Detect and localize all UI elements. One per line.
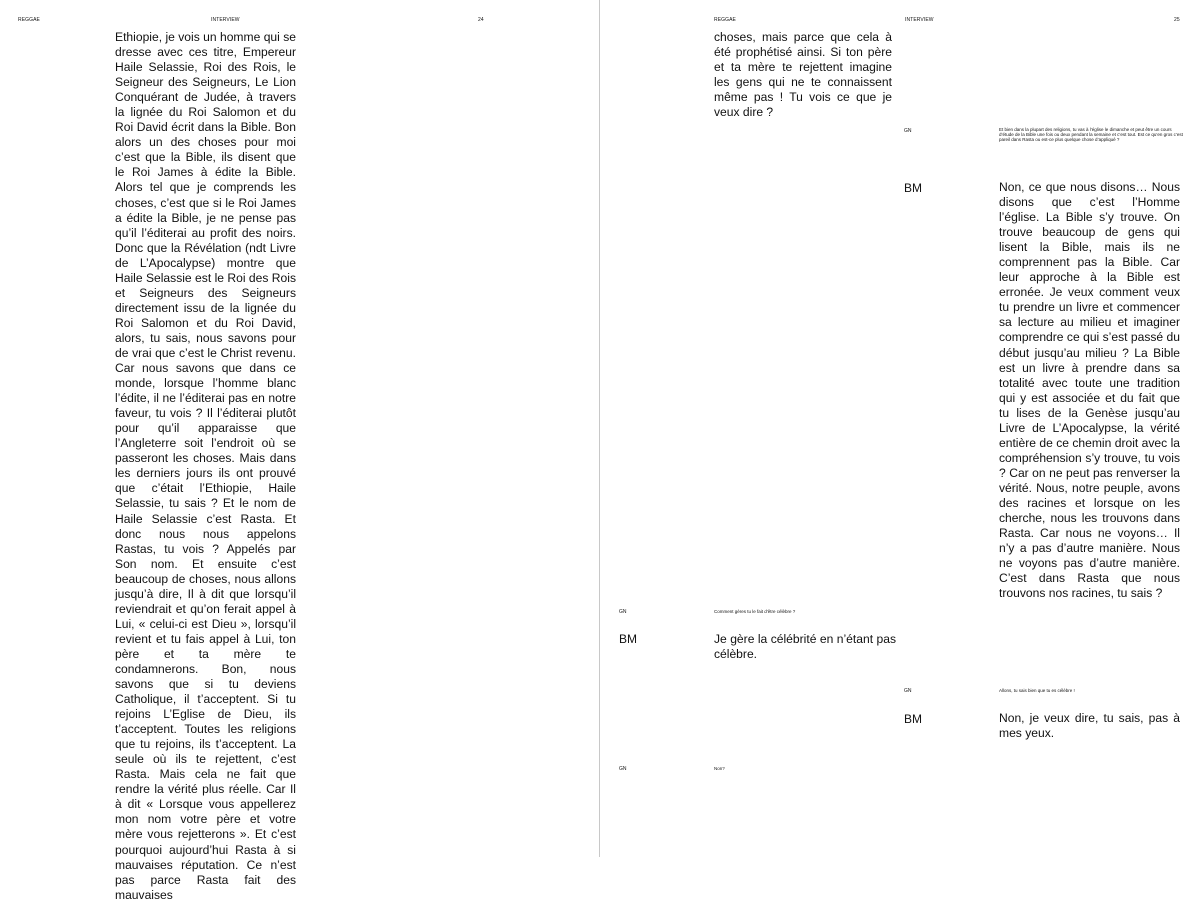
body-text: Ethiopie, je vois un homme qui se dresse avec ces titre, Empereur Haile Selassie, Roi des Rois, le Seigneur des Seigneurs, Le Lion Conquérant de Judée, à travers la lignée du Roi Salomon et du Roi David écrit dans la Bible. Bon alors un des choses pour moi c’est que la Bible, ils disent que le Roi James à édite la Bible. Alors tel que je comprends les choses, c’est que si le Roi James a édite la Bible, je ne pense pas qu’il l’éditerai au profit des noirs. Donc que la Révélation (ndt Livre de L’Apocalypse) montre que Haile Selassie est le Roi des Rois et Seigneurs des Seigneurs directement issu de la lignée du Roi Salomon et du Roi David, alors, tu sais, nous savons pour de vrai que c’est le Christ revenu. Car nous savons que dans ce monde, lorsque l’homme blanc l’édite, il ne l’éditerai pas en notre faveur, tu vois ? Il l’éditerai plutôt pour qu’il apparaisse que l’Angleterre soit l’endroit où se passeront les choses. Mais dans les derniers jours ils ont prouvé que c’était l’Ethiopie, Haile Selassie, tu sais ? Et le nom de Haile Selassie c’est Rasta. Et donc nous nous appelons Rastas, tu vois ? Appelés par Son nom. Et ensuite c’est beaucoup de choses, nous allons jusqu’à dire, Il à dit que lorsqu’il reviendrait et qu’on ferait appel à Lui, « celui-ci est Dieu », lorsqu’il revient et tu fais appel à Lui, ton père et ta mère te condamnerons. Bon, nous savons que si tu deviens Catholique, il t’acceptent. Si tu rejoins L’Eglise de Dieu, ils t’acceptent. Toutes les religions que tu rejoins, ils t’acceptent. La seule où ils te rejettent, c’est Rasta. Mais cela ne fait que rendre la vérité plus réelle. Car Il à dit « Lorsque vous appellerez mon nom votre père et votre mère vous rejetterons ». Et c’est pourquoi aujourd’hui Rasta à si mauvaises réputation. Ce n’est pas parce Rasta fait des mauvaises — [115, 30, 296, 902]
running-head-header: INTERVIEW — [905, 17, 934, 23]
interviewer-label: GN — [619, 766, 627, 772]
interviewee-answer: Non, je veux dire, tu sais, pas à mes yeux. — [999, 711, 1180, 741]
interviewer-question: Et bien dans la plupart des religions, tu vas à l’église le dimanche et peut être un cours d’étude de la Bible une fois ou deux pendant la semaine et c’est tout. Est ce qu’en gros c’est pareil dans Rasta ou est-ce plus quelque chose d’appliqué ? — [999, 127, 1183, 142]
left-page — [0, 0, 599, 902]
continued-answer: choses, mais parce que cela à été prophétisé ainsi. Si ton père et ta mère te rejettent imagine les gens qui ne te connaissent même pas ! Tu vois ce que je veux dire ? — [714, 30, 892, 120]
running-head-section: REGGAE — [18, 17, 40, 23]
right-page — [600, 0, 1200, 857]
interviewee-label: BM — [619, 632, 637, 646]
running-head-header: INTERVIEW — [211, 17, 240, 23]
interviewee-answer: Non, ce que nous disons… Nous disons que c’est l’Homme l’église. La Bible s’y trouve. On trouve beaucoup de gens qui lisent la Bible, mais ils ne comprennent pas la Bible. Car leur approche à la Bible est erronée. Je veux comment veux tu prendre un livre et commencer sa lecture au milieu et imaginer comprendre ce qui s’est passé du début jusqu’au milieu ? La Bible est un livre à prendre dans sa totalité avec toute une tradition qui y est associée et du fait que tu lises de la Genèse jusqu’au Livre de L’Apocalypse, la vérité entière de ce chemin droit avec la compréhension s’y trouve, tu vois ? Car on ne peut pas renverser la vérité. Nous, notre peuple, avons des racines et lorsque on les cherche, nous les trouvons dans Rasta. Car nous ne voyons… Il n’y a pas d’autre manière. Nous ne voyons pas d’autre manière. C’est dans Rasta que nous trouvons nos racines, tu sais ? — [999, 180, 1180, 601]
interviewee-label: BM — [904, 181, 922, 195]
interviewer-question: Non? — [714, 766, 725, 771]
running-head-section: REGGAE — [714, 17, 736, 23]
interviewee-answer: Je gère la célébrité en n’étant pas célèbre. — [714, 632, 896, 662]
page-number: 25 — [1174, 17, 1180, 23]
interviewer-question: Comment gères tu le fait d’être célèbre ? — [714, 609, 796, 614]
interviewer-label: GN — [904, 128, 912, 134]
interviewer-label: GN — [904, 688, 912, 694]
interviewee-label: BM — [904, 712, 922, 726]
interviewer-question: Allons, tu sais bien que tu es célèbre ! — [999, 688, 1075, 693]
page-number: 24 — [478, 17, 484, 23]
interviewer-label: GN — [619, 609, 627, 615]
